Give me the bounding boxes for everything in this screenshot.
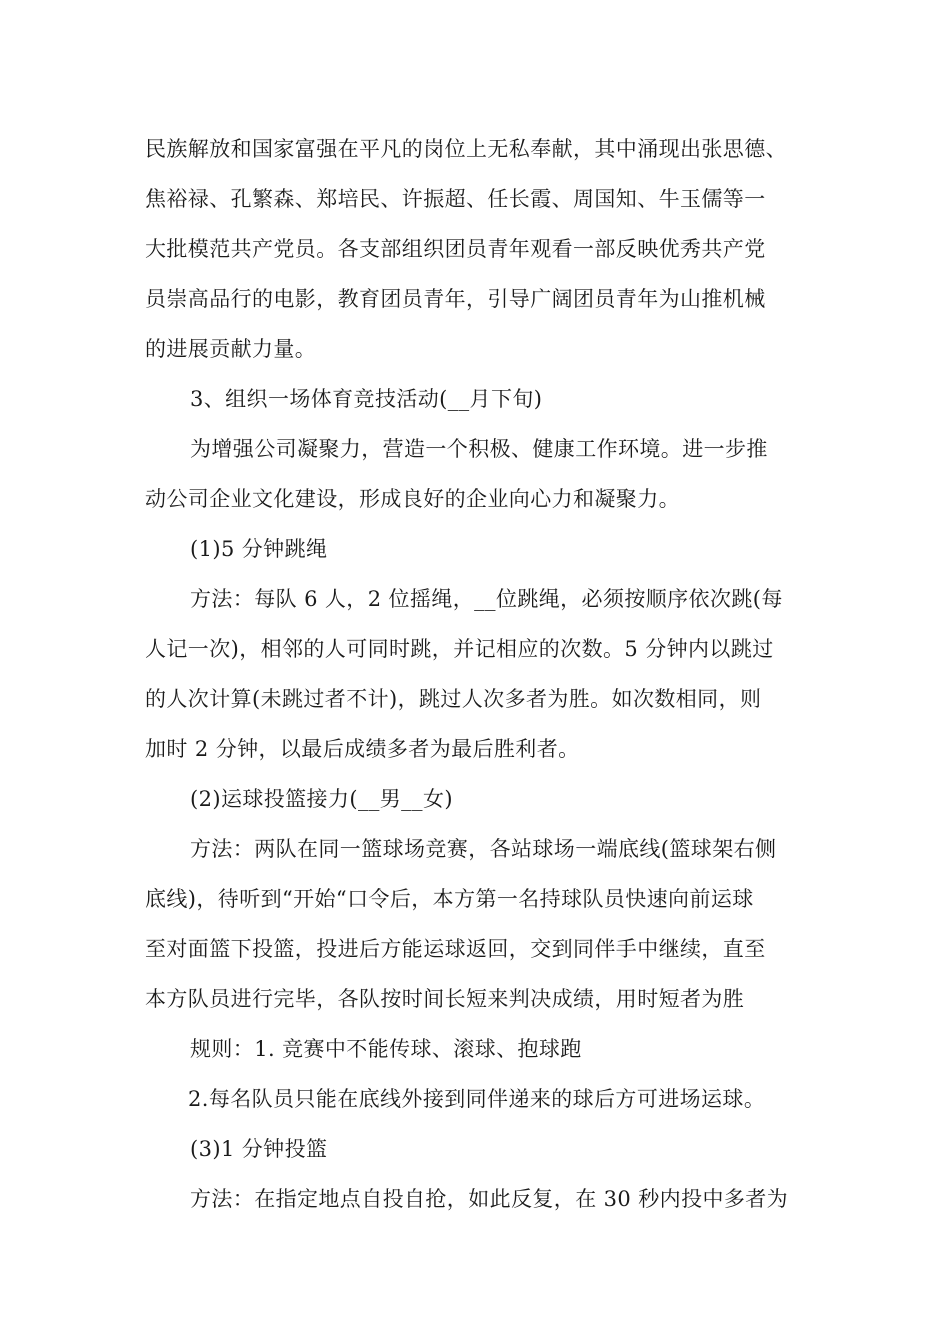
text-line: 动公司企业文化建设，形成良好的企业向心力和凝聚力。 bbox=[145, 487, 680, 511]
section-heading: 3、组织一场体育竞技活动(__月下旬) bbox=[190, 387, 543, 411]
subsection-heading: (2)运球投篮接力(__男__女) bbox=[190, 787, 453, 811]
subsection-heading: (3)1 分钟投篮 bbox=[190, 1137, 328, 1161]
text-line: 本方队员进行完毕，各队按时间长短来判决成绩，用时短者为胜 bbox=[145, 987, 745, 1011]
text-line: 规则：1. 竞赛中不能传球、滚球、抱球跑 bbox=[190, 1037, 582, 1061]
text-line: 大批模范共产党员。各支部组织团员青年观看一部反映优秀共产党 bbox=[145, 237, 766, 261]
text-line: 底线)，待听到“开始“口令后，本方第一名持球队员快速向前运球 bbox=[145, 887, 754, 911]
text-line: 方法：在指定地点自投自抢，如此反复，在 30 秒内投中多者为 bbox=[190, 1187, 789, 1211]
subsection-heading: (1)5 分钟跳绳 bbox=[190, 537, 328, 561]
text-line: 方法：每队 6 人，2 位摇绳，__位跳绳，必须按顺序依次跳(每 bbox=[190, 587, 783, 611]
text-line: 人记一次)，相邻的人可同时跳，并记相应的次数。5 分钟内以跳过 bbox=[145, 637, 774, 661]
text-line: 方法：两队在同一篮球场竞赛，各站球场一端底线(篮球架右侧 bbox=[190, 837, 777, 861]
text-line: 加时 2 分钟，以最后成绩多者为最后胜利者。 bbox=[145, 737, 580, 761]
text-line: 至对面篮下投篮，投进后方能运球返回，交到同伴手中继续，直至 bbox=[145, 937, 766, 961]
text-line: 的人次计算(未跳过者不计)，跳过人次多者为胜。如次数相同，则 bbox=[145, 687, 762, 711]
text-line: 焦裕禄、孔繁森、郑培民、许振超、任长霞、周国知、牛玉儒等一 bbox=[145, 187, 766, 211]
text-line: 的进展贡献力量。 bbox=[145, 337, 317, 361]
text-line: 为增强公司凝聚力，营造一个积极、健康工作环境。进一步推 bbox=[190, 437, 768, 461]
text-line: 员崇高品行的电影，教育团员青年，引导广阔团员青年为山推机械 bbox=[145, 287, 766, 311]
text-line: 民族解放和国家富强在平凡的岗位上无私奉献，其中涌现出张思德、 bbox=[145, 137, 787, 161]
text-line: 2.每名队员只能在底线外接到同伴递来的球后方可进场运球。 bbox=[188, 1087, 766, 1111]
